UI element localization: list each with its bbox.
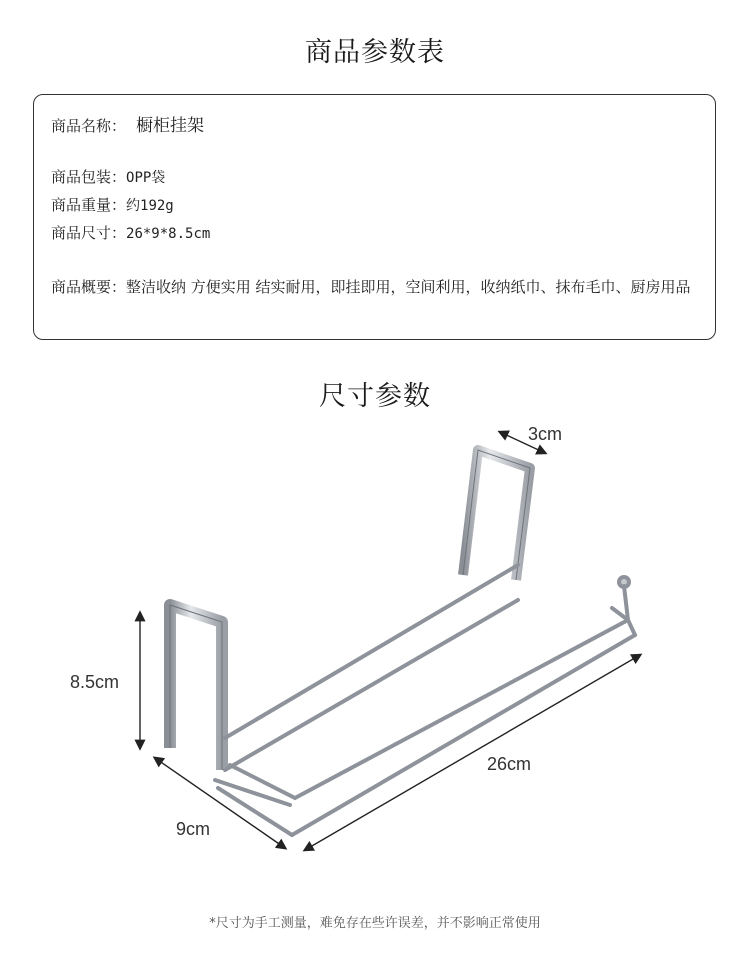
- spec-row-summary: [51, 273, 706, 301]
- rear-hook: [463, 450, 530, 580]
- spec-value-size: 26*9*8.5cm: [126, 226, 211, 242]
- spec-row-package: [51, 166, 165, 187]
- wire-frame: [215, 565, 635, 835]
- length-arrow: [305, 655, 640, 850]
- spec-row-size: [51, 222, 210, 243]
- size-section-title: 尺寸参数: [319, 381, 431, 412]
- spec-label-weight: 商品重量：: [51, 196, 127, 214]
- front-hook: [170, 605, 222, 770]
- length-label: 26cm: [487, 754, 532, 774]
- spec-label-summary: 商品概要：: [51, 278, 127, 296]
- spec-row-name: [51, 111, 204, 136]
- depth-label: 3cm: [528, 424, 563, 444]
- spec-value-name: 橱柜挂架: [136, 116, 205, 136]
- page-title: 商品参数表: [305, 37, 445, 68]
- height-label: 8.5cm: [70, 672, 120, 692]
- spec-value-weight: 约192g: [126, 198, 174, 214]
- spec-value-package: OPP袋: [126, 170, 166, 186]
- spec-row-weight: [51, 194, 174, 215]
- spec-label-size: 商品尺寸：: [51, 224, 127, 242]
- product-dimension-diagram: [0, 410, 750, 870]
- width-arrow: [155, 758, 285, 848]
- spec-card: [33, 94, 716, 340]
- spec-label-name: 商品名称：: [51, 117, 127, 135]
- spec-label-package: 商品包装：: [51, 168, 127, 186]
- width-label: 9cm: [176, 819, 211, 839]
- spec-value-summary: 整洁收纳 方便实用 结实耐用，即挂即用，空间利用，收纳纸巾、抹布毛巾、厨房用品: [126, 278, 691, 296]
- footnote: *尺寸为手工测量，难免存在些许误差，并不影响正常使用: [209, 916, 541, 931]
